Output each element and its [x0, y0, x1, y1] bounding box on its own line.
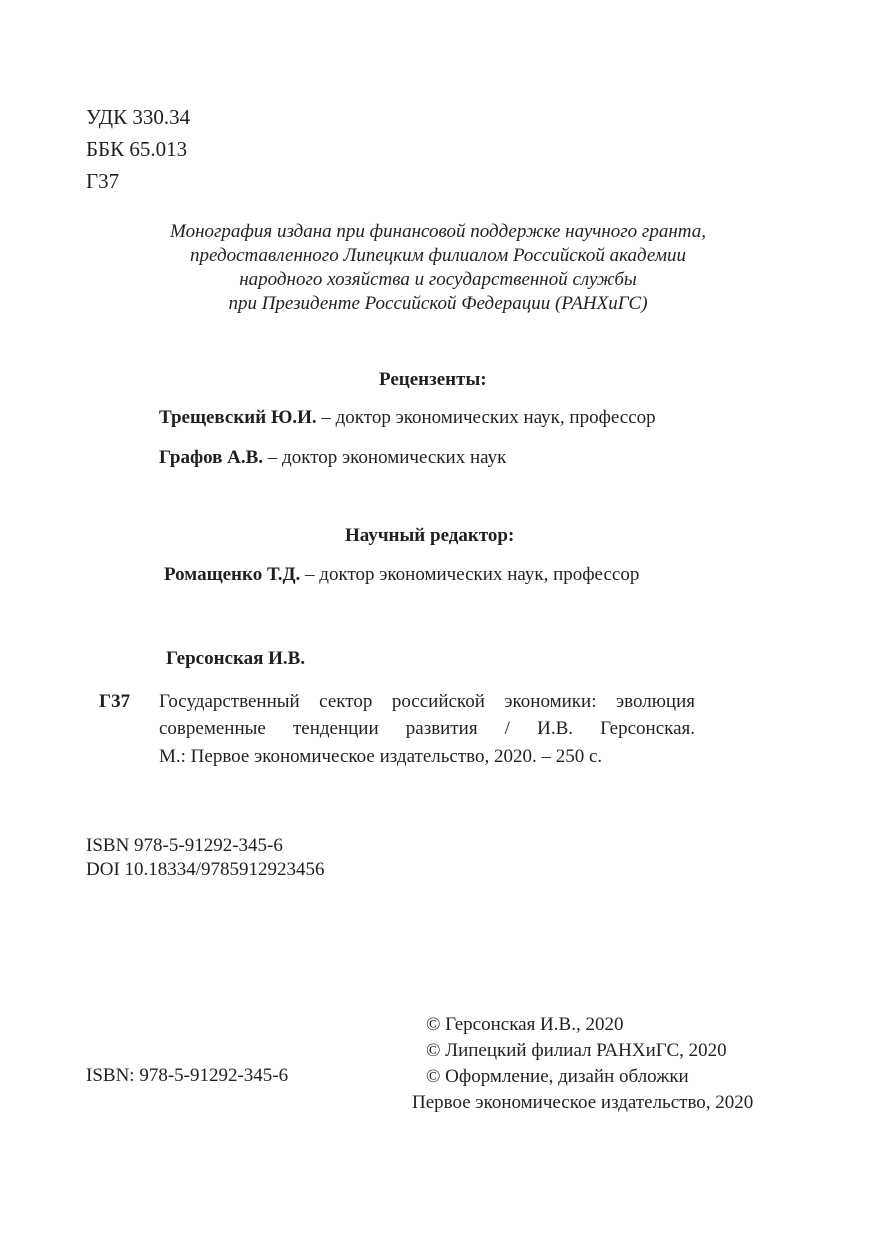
- editor-name: Ромащенко Т.Д.: [164, 564, 301, 585]
- bibliography-author: Герсонская И.В.: [166, 648, 306, 669]
- copyright-line: © Оформление, дизайн обложки: [426, 1066, 689, 1087]
- bibliography-code: Г37: [99, 691, 131, 712]
- publisher-line: Первое экономическое издательство, 2020: [412, 1092, 754, 1113]
- bbk-code: ББК 65.013: [86, 137, 188, 161]
- editor-item: [164, 563, 639, 587]
- footer-isbn: ISBN: 978-5-91292-345-6: [86, 1065, 289, 1086]
- grant-note-line: народного хозяйства и государственной службы: [239, 269, 637, 290]
- bibliography-line: современные тенденции развития / И.В. Герсонская.: [159, 718, 695, 739]
- reviewer-name: Трещевский Ю.И.: [159, 407, 317, 428]
- author-mark: Г37: [86, 169, 120, 193]
- doi: DOI 10.18334/9785912923456: [86, 859, 325, 880]
- udk-code: УДК 330.34: [86, 105, 191, 129]
- grant-note-line: предоставленного Липецким филиалом Российской академии: [190, 245, 686, 266]
- copyright-line: © Герсонская И.В., 2020: [426, 1014, 624, 1035]
- isbn: ISBN 978-5-91292-345-6: [86, 835, 283, 856]
- reviewer-item: [159, 406, 656, 430]
- reviewer-name: Графов А.В.: [159, 447, 264, 468]
- grant-note-line: при Президенте Российской Федерации (РАНХиГС): [228, 293, 648, 314]
- grant-note: [0, 220, 876, 316]
- bibliography-line: Государственный сектор российской экономики: эволюция: [159, 691, 695, 712]
- reviewers-heading: Рецензенты:: [379, 369, 487, 390]
- reviewer-item: [159, 446, 506, 470]
- editor-desc: – доктор экономических наук, профессор: [300, 564, 640, 585]
- reviewer-desc: – доктор экономических наук, профессор: [316, 407, 656, 428]
- copyright-line: © Липецкий филиал РАНХиГС, 2020: [426, 1040, 727, 1061]
- bibliography-line: М.: Первое экономическое издательство, 2020. – 250 с.: [159, 746, 603, 767]
- editor-heading: Научный редактор:: [345, 525, 515, 546]
- reviewer-desc: – доктор экономических наук: [263, 447, 507, 468]
- grant-note-line: Монография издана при финансовой поддержке научного гранта,: [170, 221, 706, 242]
